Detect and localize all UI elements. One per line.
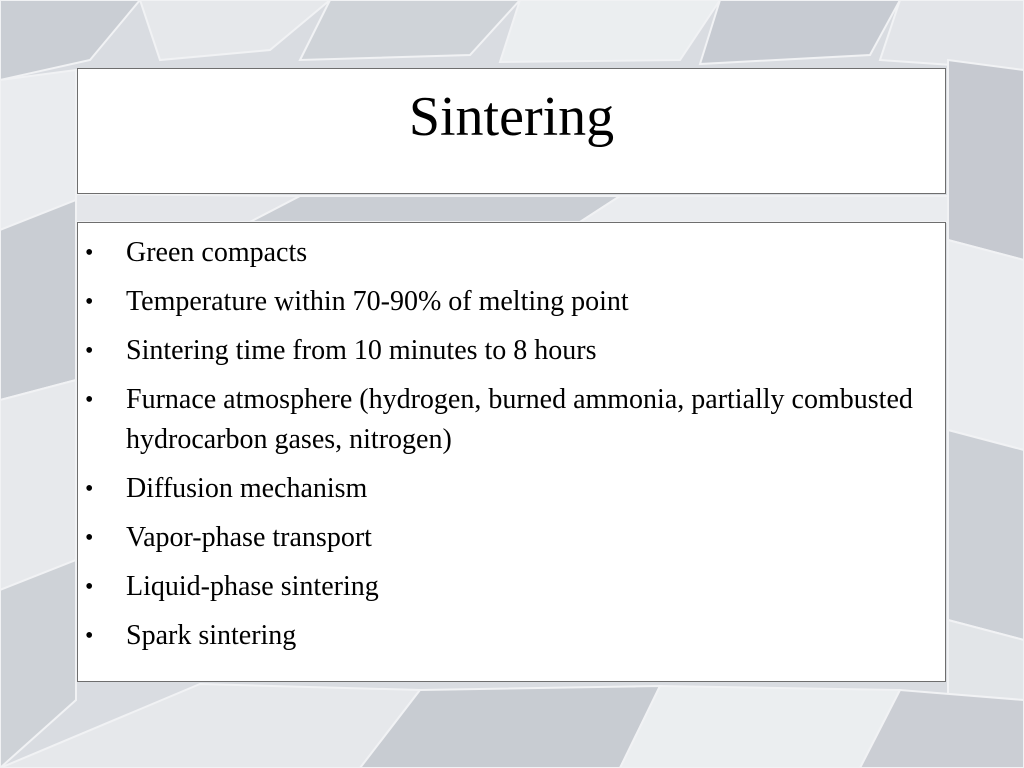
bullet-icon: • [85, 525, 94, 551]
bullet-text: Temperature within 70-90% of melting point [126, 286, 629, 317]
bullet-item [78, 567, 933, 607]
bullet-text: Spark sintering [126, 620, 297, 651]
bullet-icon: • [85, 574, 94, 600]
bullet-text: Sintering time from 10 minutes to 8 hours [126, 335, 597, 366]
bullet-text: Diffusion mechanism [126, 473, 368, 504]
bullet-icon: • [85, 623, 94, 649]
slide-content-box [77, 222, 946, 682]
bullet-icon: • [85, 289, 94, 315]
bullet-icon: • [85, 476, 94, 502]
bullet-item [78, 469, 933, 509]
bullet-text: Liquid-phase sintering [126, 571, 379, 602]
bullet-item [78, 380, 933, 460]
bullet-text: Vapor-phase transport [126, 522, 372, 553]
bullet-item [78, 233, 933, 273]
slide-title: Sintering [408, 86, 615, 148]
bullet-text: Green compacts [126, 237, 308, 268]
slide-title-box [77, 68, 946, 194]
bullet-icon: • [85, 240, 94, 266]
bullet-list [78, 223, 945, 656]
bullet-item [78, 518, 933, 558]
bullet-item [78, 331, 933, 371]
bullet-icon: • [85, 338, 94, 364]
bullet-item [78, 282, 933, 322]
bullet-item [78, 616, 933, 656]
bullet-text: Furnace atmosphere (hydrogen, burned ammonia, partially combusted hydrocarbon gases, nitrogen) [126, 384, 913, 455]
bullet-icon: • [85, 387, 94, 413]
